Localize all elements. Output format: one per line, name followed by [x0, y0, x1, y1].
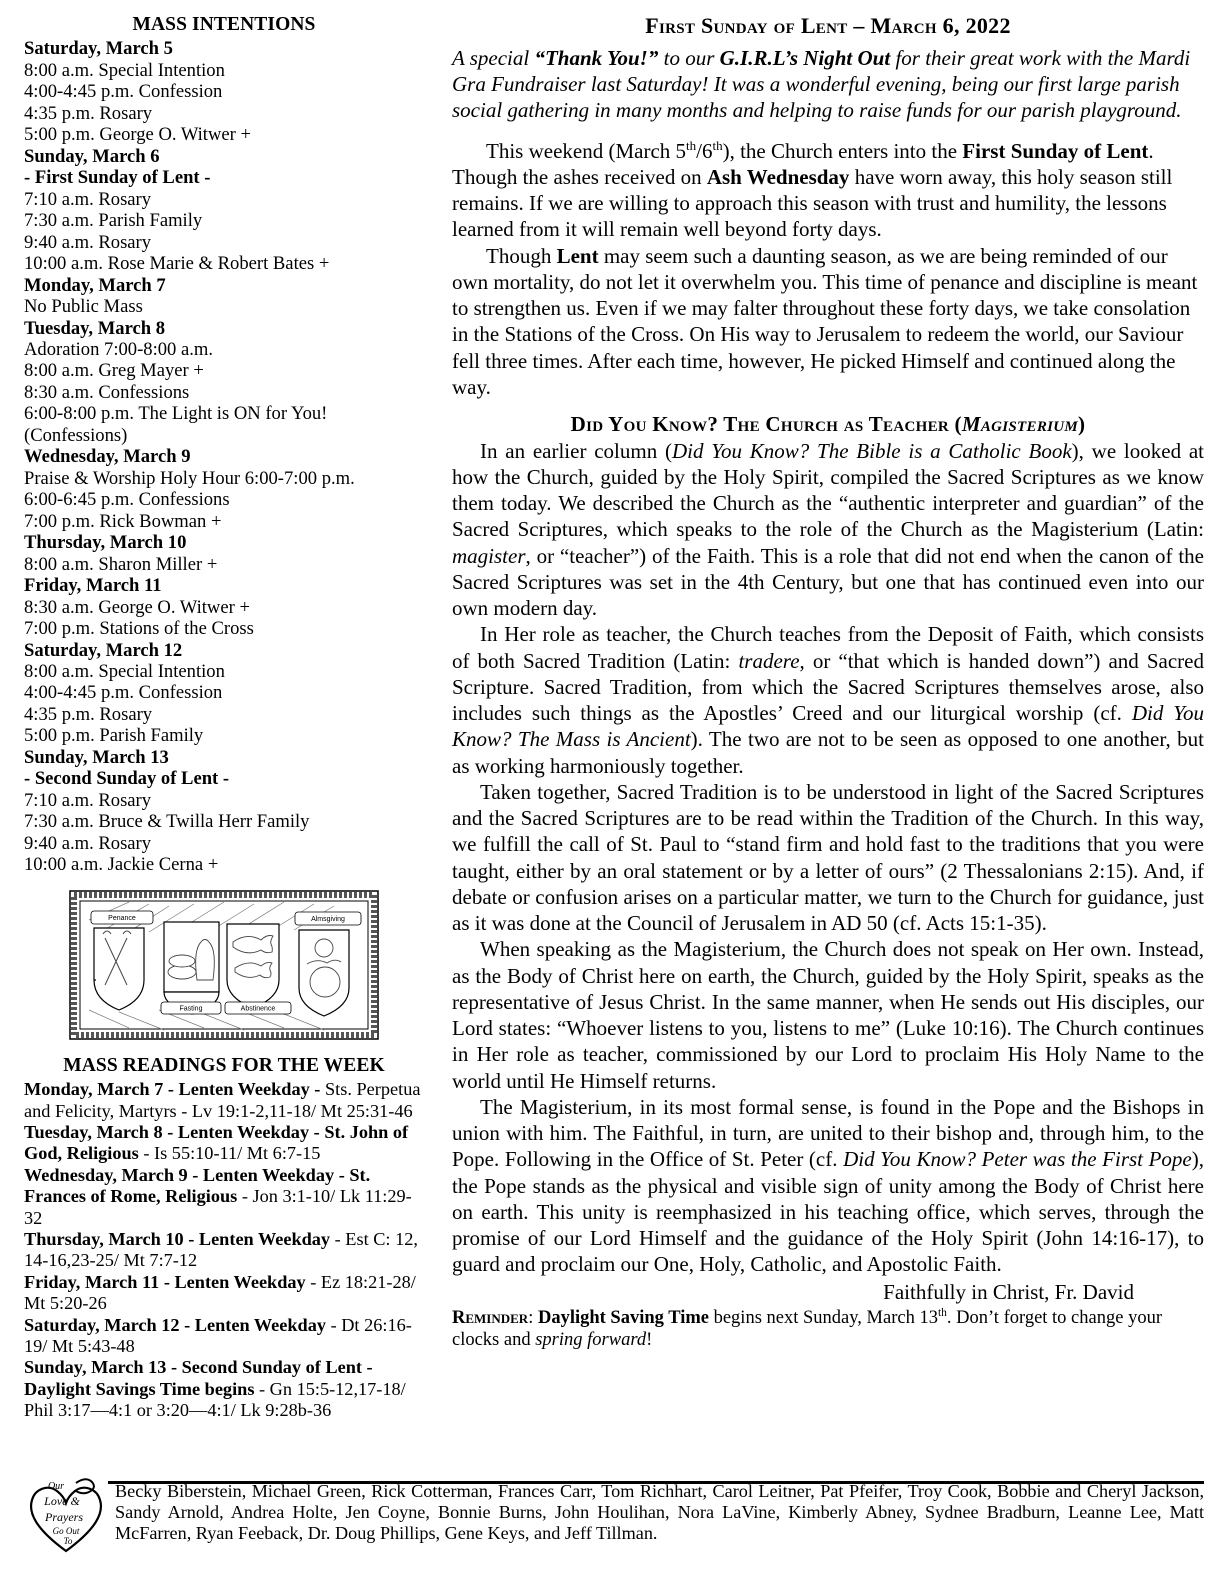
d1-i1: Did You Know? The Bible is a Catholic Book — [671, 438, 1072, 463]
d1-a: In an earlier column ( — [480, 438, 672, 463]
mass-intention-day-header: Monday, March 7 — [24, 274, 166, 296]
reading-scripture-refs: - Is 55:10-11/ Mt 6:7-15 — [138, 1143, 321, 1164]
p1-d: . Though the ashes received on — [452, 138, 1154, 189]
mass-reading-entry — [24, 1229, 424, 1272]
left-column — [24, 14, 434, 1422]
mass-intention-day-header: Wednesday, March 9 — [24, 446, 191, 468]
p1-b: /6 — [696, 138, 713, 163]
thank-you-note — [452, 45, 1204, 123]
mass-intentions-list — [24, 38, 424, 875]
mass-intention-line: 7:00 p.m. Stations of the Cross — [24, 618, 254, 640]
mass-intention-line: 10:00 a.m. Rose Marie & Robert Bates + — [24, 253, 330, 275]
d5-i1: Did You Know? Peter was the First Pope — [843, 1147, 1192, 1172]
p1-bold-ash-wednesday: Ash Wednesday — [706, 164, 850, 189]
d2-b: , or “that which is handed down”) and Sacred Scripture. Sacred Tradition, from which the Sacred Scriptures themselves arose, also includes such things as the Apostles’ Creed and our liturgical worship (cf. — [452, 648, 1204, 726]
ty-bold-thankyou: “Thank You!” — [534, 46, 659, 71]
reading-scripture-refs: - Dt 26:16-19/ Mt 5:43-48 — [24, 1314, 412, 1356]
mass-readings-heading: MASS READINGS FOR THE WEEK — [63, 1054, 385, 1076]
ty-bold-girl: G.I.R.L’s Night Out — [719, 46, 891, 71]
reading-scripture-refs: - Jon 3:1-10/ Lk 11:29-32 — [24, 1186, 412, 1228]
reading-day-label: Monday, March 7 - Lenten Weekday - — [24, 1079, 325, 1100]
d1-i2: magister — [452, 543, 526, 568]
page-title: First Sunday of Lent – March 6, 2022 — [645, 13, 1011, 38]
mass-reading-entry — [24, 1315, 424, 1358]
reading-saint-note: Sts. Perpetua and Felicity, Martyrs — [24, 1079, 421, 1121]
mass-intentions-heading: MASS INTENTIONS — [132, 14, 316, 35]
did-you-know-heading — [452, 413, 1204, 437]
d1-b: ), we looked at how the Church, guided by the Holy Spirit, compiled the Sacred Scriptures as we know them today. We described the Church as the “authentic interpreter and guardian” of the Sacred Scriptures, which speaks to the role of the Church as the Magisterium (Latin: — [452, 438, 1204, 542]
dyk-paragraph-4: When speaking as the Magisterium, the Church does not speak on Her own. Instead, as the Body of Christ here on earth, the Church, guided by the Holy Spirit, speaks as the representative of Jesus Christ. In the same manner, when He sends out His disciples, our Lord states: “Whoever listens to you, listens to me” (Luke 10:16). The Church continues in Her role as teacher, commissioned by our Lord to proclaim His Holy Name to the world until He Himself returns. — [452, 937, 1204, 1093]
mass-intention-line: Adoration 7:00-8:00 a.m. — [24, 338, 214, 360]
mass-intention-day-header: - First Sunday of Lent - — [24, 167, 211, 189]
mass-intention-line: 5:00 p.m. Parish Family — [24, 725, 204, 747]
pastor-signature: Faithfully in Christ, Fr. David — [883, 1279, 1134, 1304]
reading-day-label: Saturday, March 12 - Lenten Weekday — [24, 1314, 326, 1335]
svg-text:Abstinence: Abstinence — [240, 1005, 276, 1013]
mass-intention-line: 7:10 a.m. Rosary — [24, 188, 152, 210]
svg-text:Prayers: Prayers — [45, 1510, 83, 1524]
reminder-b: . Don’t forget to change your clocks and — [452, 1307, 1162, 1351]
mass-reading-entry — [24, 1079, 424, 1122]
d2-c: ). The two are not to be seen as opposed to one another, but as working harmoniously together. — [452, 727, 1204, 778]
reading-day-label: Tuesday, March 8 - Lenten Weekday - St. John of God, Religious — [24, 1121, 409, 1164]
svg-text:To: To — [63, 1536, 73, 1546]
dyk-head-b: ) — [1078, 412, 1086, 437]
mass-reading-entry — [24, 1357, 424, 1421]
reminder-c: ! — [646, 1330, 653, 1351]
two-column-layout — [24, 14, 1204, 1464]
mass-intention-day-header: Thursday, March 10 — [24, 532, 187, 554]
mass-intention-line: 8:00 a.m. Sharon Miller + — [24, 553, 218, 575]
p2-a: Though — [486, 243, 557, 268]
paragraph-lent-daunting — [452, 243, 1204, 401]
mass-intention-line: 7:30 a.m. Parish Family — [24, 210, 203, 232]
svg-text:Go Out: Go Out — [52, 1526, 80, 1536]
p1-bold-first-sunday: First Sunday of Lent — [962, 138, 1149, 163]
reading-scripture-refs: - Lv 19:1-2,11-18/ Mt 25:31-46 — [176, 1100, 413, 1121]
p1-c: ), the Church enters into the — [722, 138, 963, 163]
svg-text:Almsgiving: Almsgiving — [311, 915, 345, 923]
lenten-practices-illustration — [69, 890, 379, 1045]
paragraph-first-sunday — [452, 138, 1204, 243]
p1-e: have worn away, this holy season still remains. If we are willing to approach this season with trust and humility, the lessons learned from it will remain well beyond forty days. — [452, 164, 1173, 242]
d1-c: , or “teacher”) of the Faith. This is a role that did not end when the canon of the Sacred Scriptures was set in the 4th Century, but one that has continued even into our own modern day. — [452, 543, 1204, 621]
mass-intention-line: 9:40 a.m. Rosary — [24, 231, 152, 253]
mass-intention-line: 8:00 a.m. Special Intention — [24, 59, 225, 81]
reading-scripture-refs: - Est C: 12, 14-16,23-25/ Mt 7:7-12 — [24, 1228, 418, 1271]
d2-i1: tradere — [738, 648, 800, 673]
mass-reading-entry — [24, 1272, 424, 1315]
mass-reading-entry — [24, 1122, 424, 1165]
mass-intention-line: Praise & Worship Holy Hour 6:00-7:00 p.m. — [24, 467, 355, 489]
mass-reading-entry — [24, 1165, 424, 1229]
reading-day-label: Wednesday, March 9 - Lenten Weekday - St. Frances of Rome, Religious — [24, 1164, 371, 1207]
right-column — [434, 14, 1204, 1351]
ty-p1: A special — [452, 46, 535, 71]
svg-text:Our: Our — [47, 1481, 65, 1492]
mass-intention-line: 4:35 p.m. Rosary — [24, 703, 153, 725]
dyk-head-a: Did You Know? The Church as Teacher ( — [570, 412, 962, 437]
p1-a: This weekend (March 5 — [486, 138, 687, 163]
d5-b: ), the Pope stands as the physical and visible sign of unity among the Body of Christ here on earth. This unity is reemphasized in his teaching office, which serves, through the promise of our Lord Himself and the guidance of the Holy Spirit (John 14:16-17), to guard and proclaim our One, Holy, Catholic, and Apostolic Faith. — [452, 1147, 1204, 1277]
love-and-prayers-heart-icon — [24, 1473, 109, 1560]
dyk-paragraph-5 — [452, 1094, 1204, 1278]
p1-sup1: th — [686, 137, 697, 153]
mass-intention-day-header: Saturday, March 5 — [24, 38, 173, 60]
dyk-paragraph-2 — [452, 621, 1204, 779]
reminder-sup: th — [937, 1306, 947, 1319]
mass-intention-line: 7:00 p.m. Rick Bowman + — [24, 510, 222, 532]
mass-intention-line: 7:30 a.m. Bruce & Twilla Herr Family — [24, 811, 310, 833]
svg-text:Love &: Love & — [44, 1494, 80, 1508]
mass-intention-day-header: Tuesday, March 8 — [24, 317, 166, 339]
reading-day-label: Thursday, March 10 - Lenten Weekday — [24, 1228, 331, 1249]
prayer-list-footer — [24, 1469, 1204, 1560]
svg-text:Fasting: Fasting — [179, 1005, 203, 1013]
reminder-bold-dst: Daylight Saving Time — [537, 1307, 709, 1328]
p2-bold-lent: Lent — [556, 243, 599, 268]
mass-intention-line: 6:00-6:45 p.m. Confessions — [24, 489, 230, 511]
dyk-head-magisterium: Magisterium — [961, 412, 1079, 437]
reading-scripture-refs: - Gn 15:5-12,17-18/ Phil 3:17—4:1 or 3:20—4:1/ Lk 9:28b-36 — [24, 1378, 406, 1421]
daylight-saving-reminder — [452, 1307, 1204, 1351]
mass-intention-line: 7:10 a.m. Rosary — [24, 789, 152, 811]
mass-intention-line: 6:00-8:00 p.m. The Light is ON for You! — [24, 403, 328, 425]
reminder-colon: : — [528, 1307, 538, 1328]
mass-intention-line: 9:40 a.m. Rosary — [24, 832, 152, 854]
d2-a: In Her role as teacher, the Church teaches from the Deposit of Faith, which consists of both Sacred Tradition (Latin: — [452, 622, 1204, 673]
mass-readings-list — [24, 1079, 424, 1422]
p1-sup2: th — [712, 137, 723, 153]
mass-intention-line: 10:00 a.m. Jackie Cerna + — [24, 854, 219, 876]
mass-intention-line: 4:35 p.m. Rosary — [24, 102, 153, 124]
svg-text:Penance: Penance — [108, 914, 136, 922]
mass-intention-line: 4:00-4:45 p.m. Confession — [24, 682, 223, 704]
reminder-a: begins next Sunday, March 13 — [708, 1307, 938, 1328]
reading-scripture-refs: - Ez 18:21-28/ Mt 5:20-26 — [24, 1271, 416, 1314]
reminder-spring-forward: spring forward — [535, 1330, 647, 1351]
mass-intention-day-header: - Second Sunday of Lent - — [24, 768, 230, 790]
mass-intention-line: No Public Mass — [24, 296, 143, 318]
mass-intention-line: 8:00 a.m. Greg Mayer + — [24, 360, 204, 382]
reminder-tag: Reminder — [452, 1307, 529, 1328]
mass-intention-line: 8:30 a.m. Confessions — [24, 381, 190, 403]
p2-b: may seem such a daunting season, as we are being reminded of our own mortality, do not let it overwhelm you. This time of penance and discipline is meant to strengthen us. Even if we may falter throughout these forty days, we take consolation in the Stations of the Cross. On His way to Jerusalem to redeem the world, our Saviour fell three times. After each time, however, He picked Himself and continued along the way. — [452, 243, 1198, 399]
mass-intention-line: (Confessions) — [24, 424, 128, 446]
mass-intention-line: 4:00-4:45 p.m. Confession — [24, 81, 223, 103]
mass-intention-line: 8:30 a.m. George O. Witwer + — [24, 596, 250, 618]
dyk-paragraph-3: Taken together, Sacred Tradition is to be understood in light of the Sacred Scriptures and the Sacred Scriptures are to be read within the Tradition of the Church. In this way, we fulfill the call of St. Paul to “stand firm and hold fast to the traditions that you were taught, either by an oral statement or by a letter of ours” (2 Thessalonians 2:15). And, if debate or confusion arises on a particular matter, we turn to the Church for guidance, just as it was done at the Council of Jerusalem in AD 50 (cf. Acts 15:1-35). — [452, 779, 1204, 936]
reading-day-label: Sunday, March 13 - Second Sunday of Lent - Daylight Savings Time begins — [24, 1357, 373, 1399]
reading-day-label: Friday, March 11 - Lenten Weekday — [24, 1271, 306, 1292]
ty-p3: for their great work with the Mardi Gra Fundraiser last Saturday! It was a wonderful evening, being our first large parish social gathering in many months and helping to raise funds for our parish playground. — [452, 46, 1191, 123]
prayer-names-list: Becky Biberstein, Michael Green, Rick Cotterman, Frances Carr, Tom Richhart, Carol Leitner, Pat Pfeifer, Troy Cook, Bobbie and Cheryl Jackson, Sandy Arnold, Andrea Holte, Jen Coyne, Bonnie Burns, John Houlihan, Nora LaVine, Kimberly Abney, Sydnee Bradburn, Leanne Lee, Matt McFarren, Ryan Feeback, Dr. Doug Phillips, Gene Keys, and Jeff Tillman. — [115, 1481, 1204, 1544]
mass-intention-line: 5:00 p.m. George O. Witwer + — [24, 124, 251, 146]
ty-p2: to our — [658, 46, 720, 71]
d5-a: The Magisterium, in its most formal sense, is found in the Pope and the Bishops in union with him. The Faithful, in turn, are united to their bishop and, through him, to the Pope. Following in the Office of St. Peter (cf. — [452, 1094, 1204, 1172]
d2-i2: Did You Know? The Mass is Ancient — [452, 701, 1204, 752]
mass-intention-day-header: Saturday, March 12 — [24, 639, 183, 661]
mass-intention-day-header: Sunday, March 6 — [24, 145, 160, 167]
dyk-paragraph-1 — [452, 438, 1204, 622]
mass-intention-line: 8:00 a.m. Special Intention — [24, 661, 225, 683]
mass-intention-day-header: Sunday, March 13 — [24, 746, 169, 768]
mass-intention-day-header: Friday, March 11 — [24, 575, 162, 597]
